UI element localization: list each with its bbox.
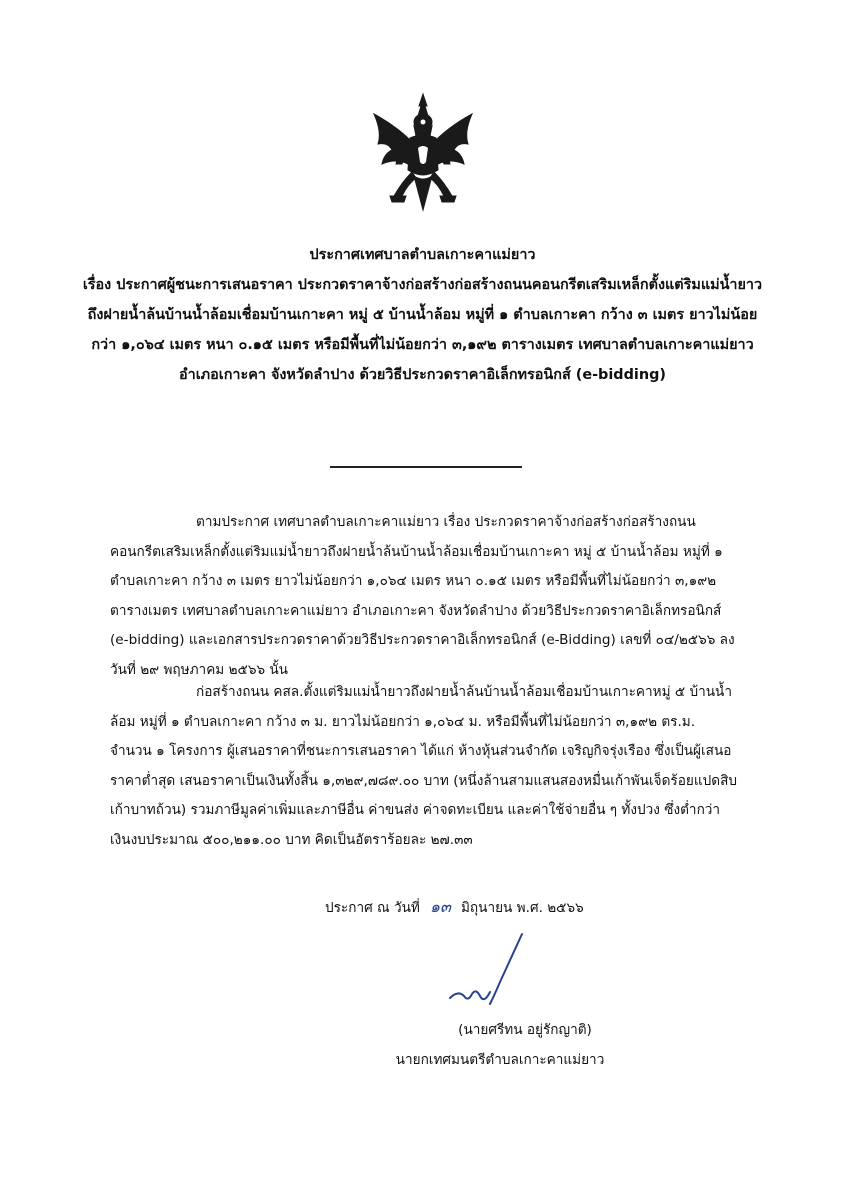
announcement-title: ประกาศเทศบาลตำบลเกาะคาแม่ยาว: [309, 247, 536, 263]
signer-name: (นายศรีทน อยู่รักญาติ): [458, 1022, 592, 1038]
announcement-heading: [80, 240, 765, 390]
paragraph-2-text: ก่อสร้างถนน คสล.ตั้งแต่ริมแม่น้ำยาวถึงฝายน้ำล้นบ้านน้ำล้อมเชื่อมบ้านเกาะคาหมู่ ๕ บ้านน้ำล้อม หมู่ที่ ๑ ตำบลเกาะคา กว้าง ๓ ม. ยาวไม่น้อยกว่า ๑,๐๖๔ ม. หรือมีพื้นที่ไม่น้อยกว่า ๓,๑๙๒ ตร.ม. จำนวน ๑ โครงการ ผู้เสนอราคาที่ชนะการเสนอราคา ได้แก่ ห้างหุ้นส่วนจำกัด เจริญกิจรุ่งเรือง ซึ่งเป็นผู้เสนอราคาต่ำสุด เสนอราคาเป็นเงินทั้งสิ้น ๑,๓๒๙,๗๘๙.๐๐ บาท (หนึ่งล้านสามแสนสองหมื่นเก้าพันเจ็ดร้อยแปดสิบเก้าบาทถ้วน) รวมภาษีมูลค่าเพิ่มและภาษีอื่น ค่าขนส่ง ค่าจดทะเบียน และค่าใช้จ่ายอื่น ๆ ทั้งปวง ซึ่งต่ำกว่าเงินงบประมาณ ๕๐๐,๒๑๑.๐๐ บาท คิดเป็นอัตราร้อยละ ๒๗.๓๓: [110, 684, 737, 848]
announcement-date: [325, 895, 645, 920]
garuda-emblem-icon: [368, 92, 478, 212]
paragraph-1-text: ตามประกาศ เทศบาลตำบลเกาะคาแม่ยาว เรื่อง ประกวดราคาจ้างก่อสร้างก่อสร้างถนนคอนกรีตเสริมเหล็กตั้งแต่ริมแม่น้ำยาวถึงฝายน้ำล้นบ้านน้ำล้อมเชื่อมบ้านเกาะคา หมู่ ๕ บ้านน้ำล้อม หมู่ที่ ๑ ตำบลเกาะคา กว้าง ๓ เมตร ยาวไม่น้อยกว่า ๑,๐๖๔ เมตร หนา ๐.๑๕ เมตร หรือมีพื้นที่ไม่น้อยกว่า ๓,๑๙๒ ตารางเมตร เทศบาลตำบลเกาะคาแม่ยาว อำเภอเกาะคา จังหวัดลำปาง ด้วยวิธีประกวดราคาอิเล็กทรอนิกส์ (e-bidding) และเอกสารประกวดราคาด้วยวิธีประกวดราคาอิเล็กทรอนิกส์ (e-Bidding) เลขที่ ๐๔/๒๕๖๖ ลงวันที่ ๒๙ พฤษภาคม ๒๕๖๖ นั้น: [110, 514, 735, 678]
date-month-year: มิถุนายน พ.ศ. ๒๕๖๖: [460, 900, 584, 916]
handwritten-signature-icon: [440, 930, 550, 1020]
body-paragraph-2: [110, 678, 740, 855]
signer-position: นายกเทศมนตรีตำบลเกาะคาแม่ยาว: [395, 1052, 605, 1068]
signer-block: [330, 1015, 670, 1075]
announcement-subject: เรื่อง ประกาศผู้ชนะการเสนอราคา ประกวดราคาจ้างก่อสร้างก่อสร้างถนนคอนกรีตเสริมเหล็กตั้งแต่ริมแม่น้ำยาวถึงฝายน้ำล้นบ้านน้ำล้อมเชื่อมบ้านเกาะคา หมู่ ๕ บ้านน้ำล้อม หมู่ที่ ๑ ตำบลเกาะคา กว้าง ๓ เมตร ยาวไม่น้อยกว่า ๑,๐๖๔ เมตร หนา ๐.๑๕ เมตร หรือมีพื้นที่ไม่น้อยกว่า ๓,๑๙๒ ตารางเมตร เทศบาลตำบลเกาะคาแม่ยาว อำเภอเกาะคา จังหวัดลำปาง ด้วยวิธีประกวดราคาอิเล็กทรอนิกส์ (e-bidding): [82, 277, 763, 383]
body-paragraph-1: [110, 508, 740, 685]
heading-divider: [330, 466, 522, 468]
date-day-handwritten: ๑๓: [429, 897, 451, 916]
date-prefix: ประกาศ ณ วันที่: [325, 900, 420, 916]
